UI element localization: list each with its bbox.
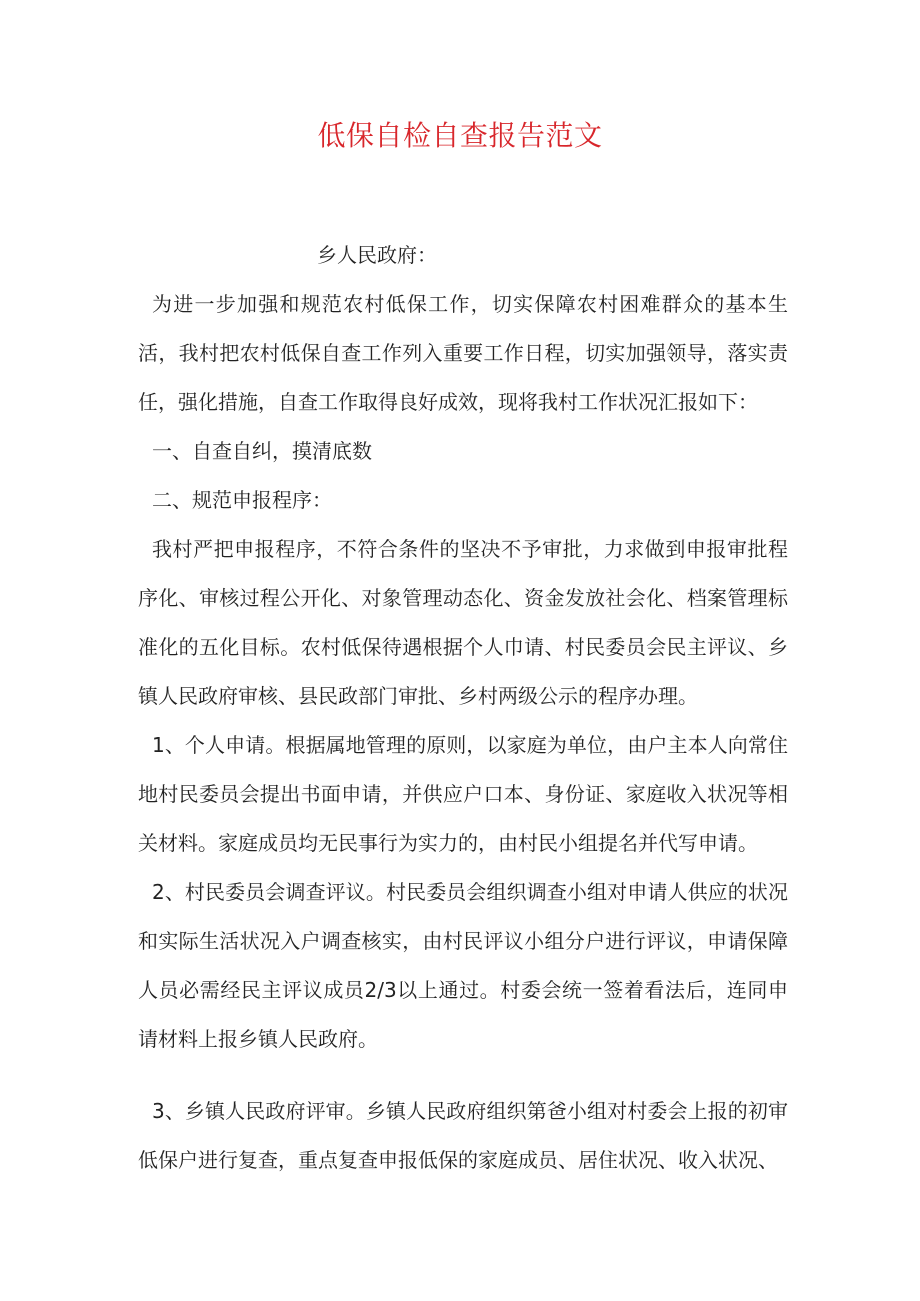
heading-section-1: 一、自查自纠，摸清底数 bbox=[152, 439, 372, 463]
paragraph-intro: 为进一步加强和规范农村低保工作，切实保障农村困难群众的基本生活，我村把农村低保自查工作列入重要工作日程，切实加强领导，落实责任，强化措施，自查工作取得良好成效，现将我村工作状况汇报如下： bbox=[138, 292, 788, 414]
paragraph-step-3: 3、乡镇人民政府评审。乡镇人民政府组织第爸小组对村委会上报的初审低保户进行复查，重点复查申报低保的家庭成员、居住状况、收入状况、 bbox=[138, 1099, 788, 1172]
paragraph-step-1: 1、个人申请。根据属地管理的原则，以家庭为单位，由户主本人向常住地村民委员会提出书面申请，并供应户口本、身份证、家庭收入状况等相关材料。家庭成员均无民事行为实力的，由村民小组提名并代写申请。 bbox=[138, 733, 788, 855]
paragraph-step-2: 2、村民委员会调查评议。村民委员会组织调查小组对申请人供应的状况和实际生活状况入户调查核实，由村民评议小组分户进行评议，申请保障人员必需经民主评议成员2/3以上通过。村委会统一签着看法后，连同申请材料上报乡镇人民政府。 bbox=[138, 880, 788, 1051]
heading-section-2: 二、规范申报程序： bbox=[152, 488, 332, 512]
document-body-section-2 bbox=[138, 1087, 788, 1185]
salutation: 乡人民政府： bbox=[317, 243, 437, 267]
document-title: 低保自检自查报告范文 bbox=[317, 119, 603, 152]
paragraph-procedure: 我村严把申报程序，不符合条件的坚决不予审批，力求做到申报审批程序化、审核过程公开化、对象管理动态化、资金发放社会化、档案管理标准化的五化目标。农村低保待遇根据个人巾请、村民委员会民主评议、乡镇人民政府审核、县民政部门审批、乡村两级公示的程序办理。 bbox=[138, 537, 788, 708]
document-body-section-1 bbox=[138, 280, 788, 1064]
